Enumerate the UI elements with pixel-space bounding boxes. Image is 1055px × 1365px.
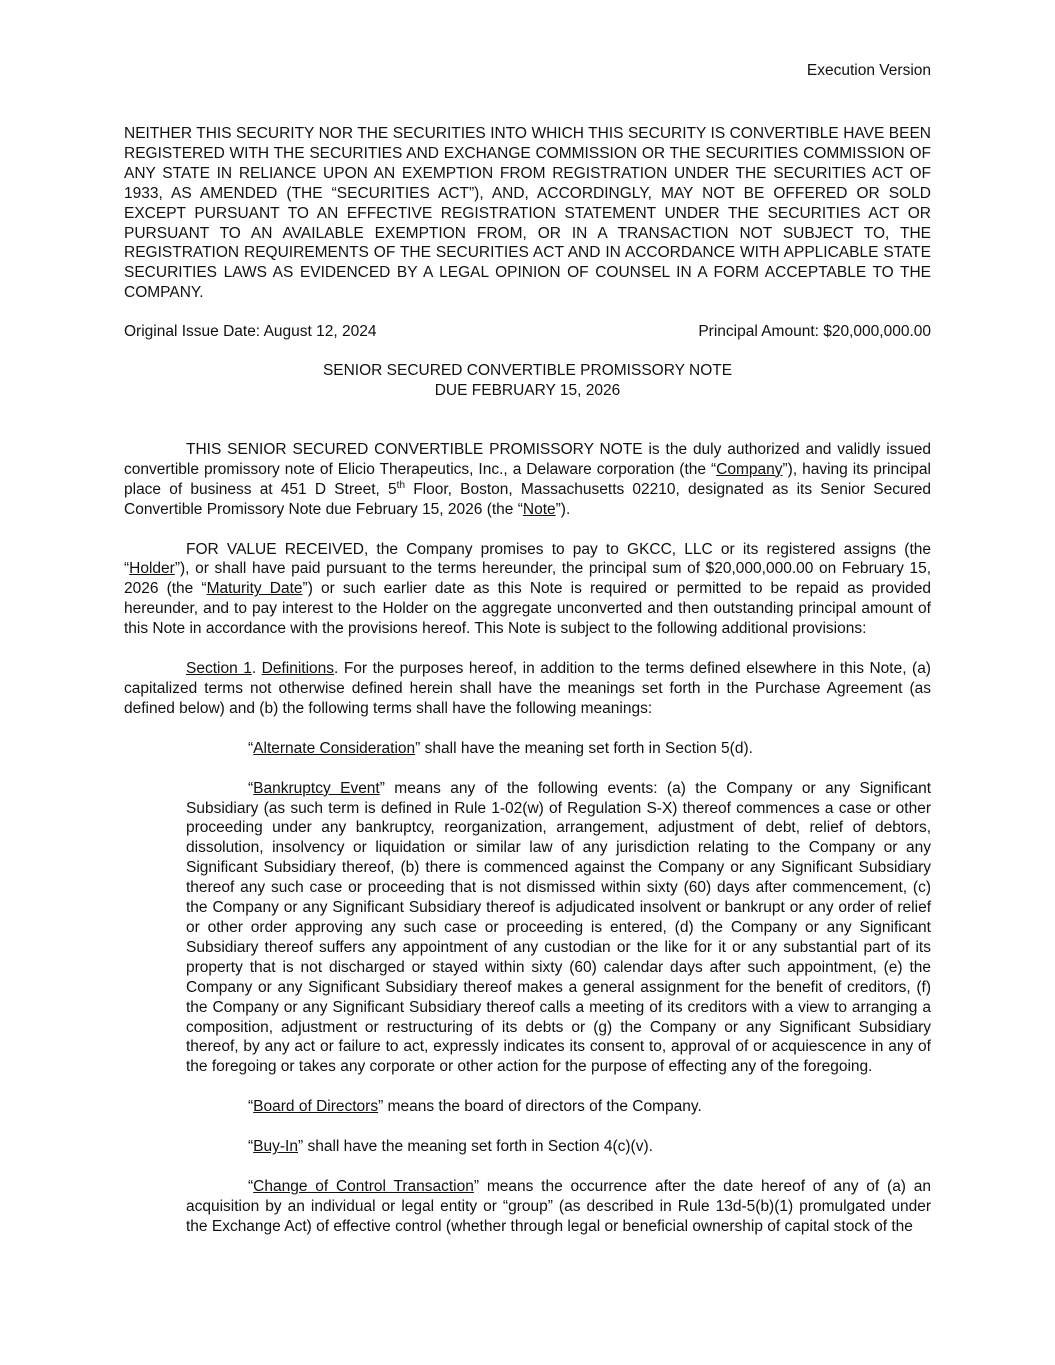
execution-version-label: Execution Version [806, 62, 931, 79]
definition-bankruptcy-event: “Bankruptcy Event” means any of the following events: (a) the Company or any Significant Subsidiary (as such term is defined in Rule 1-02(w) of Regulation S-X) thereof commences a case or other proceeding under any bankruptcy, reorganization, arrangement, adjustment of debt, relief of debtors, dissolution, insolvency or liquidation or similar law of any jurisdiction relating to the Company or any Significant Subsidiary thereof, (b) there is commenced against the Company or any Significant Subsidiary thereof any such case or proceeding that is not dismissed within sixty (60) days after commencement, (c) the Company or any Significant Subsidiary thereof is adjudicated insolvent or bankrupt or any order of relief or other order approving any such case or proceeding is entered, (d) the Company or any Significant Subsidiary thereof suffers any appointment of any custodian or the like for it or any substantial part of its property that is not discharged or stayed within sixty (60) calendar days after such appointment, (e) the Company or any Significant Subsidiary thereof makes a general assignment for the benefit of creditors, (f) the Company or any Significant Subsidiary thereof calls a meeting of its creditors with a view to arranging a composition, adjustment or restructuring of its debts or (g) the Company or any Significant Subsidiary thereof, by any act or failure to act, expressly indicates its consent to, approval of or acquiescence in any of the foregoing or takes any corporate or other action for the purpose of effecting any of the foregoing. [186, 779, 931, 1076]
section-1-heading: Definitions [261, 660, 335, 678]
securities-legend: NEITHER THIS SECURITY NOR THE SECURITIES INTO WHICH THIS SECURITY IS CONVERTIBLE HAVE BEEN REGISTERED WITH THE SECURITIES AND EXCHANGE COMMISSION OR THE SECURITIES COMMISSION OF ANY STATE IN RELIANCE UPON AN EXEMPTION FROM REGISTRATION UNDER THE SECURITIES ACT OF 1933, AS AMENDED (THE “SECURITIES ACT”), AND, ACCORDINGLY, MAY NOT BE OFFERED OR SOLD EXCEPT PURSUANT TO AN EFFECTIVE REGISTRATION STATEMENT UNDER THE SECURITIES ACT OR PURSUANT TO AN AVAILABLE EXEMPTION FROM, OR IN A TRANSACTION NOT SUBJECT TO, THE REGISTRATION REQUIREMENTS OF THE SECURITIES ACT AND IN ACCORDANCE WITH APPLICABLE STATE SECURITIES LAWS AS EVIDENCED BY A LEGAL OPINION OF COUNSEL IN A FORM ACCEPTABLE TO THE COMPANY. [124, 125, 931, 302]
definition-buy-in: “Buy-In” shall have the meaning set forth in Section 4(c)(v). [248, 1138, 653, 1156]
definition-change-of-control: “Change of Control Transaction” means the occurrence after the date hereof of any of (a) an acquisition by an individual or legal entity or “group” (as described in Rule 13d-5(b)(1) promulgated under the Exchange Act) of effective control (whether through legal or beneficial ownership of capital stock of the [186, 1178, 932, 1235]
term-company: Company [716, 460, 783, 478]
definitions-list [186, 739, 931, 1237]
original-issue-date: Original Issue Date: August 12, 2024 [124, 323, 377, 341]
definition-board-of-directors: “Board of Directors” means the board of directors of the Company. [248, 1098, 702, 1116]
intro-paragraph: THIS SENIOR SECURED CONVERTIBLE PROMISSORY NOTE is the duly authorized and validly issued convertible promissory note of Elicio Therapeutics, Inc., a Delaware corporation (the “Company”), having its principal place of business at 451 D Street, 5th Floor, Boston, Massachusetts 02210, designated as its Senior Secured Convertible Promissory Note due February 15, 2026 (the “Note”). [124, 440, 931, 518]
principal-amount: Principal Amount: $20,000,000.00 [698, 323, 931, 341]
document-body [124, 124, 931, 1237]
definition-alternate-consideration: “Alternate Consideration” shall have the meaning set forth in Section 5(d). [248, 739, 753, 757]
title-line-1: SENIOR SECURED CONVERTIBLE PROMISSORY NOTE [322, 362, 733, 380]
term-maturity-date: Maturity Date [206, 580, 303, 598]
term-note: Note [522, 500, 556, 518]
title-line-2: DUE FEBRUARY 15, 2026 [434, 381, 621, 399]
section-1-label: Section 1 [186, 660, 252, 678]
value-received-paragraph: FOR VALUE RECEIVED, the Company promises to pay to GKCC, LLC or its registered assigns (the “Holder”), or shall have paid pursuant to the terms hereunder, the principal sum of $20,000,000.00 on February 15, 2026 (the “Maturity Date”) or such earlier date as this Note is required or permitted to be repaid as provided hereunder, and to pay interest to the Holder on the aggregate unconverted and then outstanding principal amount of this Note in accordance with the provisions hereof. This Note is subject to the following additional provisions: [124, 540, 931, 638]
section-1-paragraph: Section 1. Definitions. For the purposes hereof, in addition to the terms defined elsewhere in this Note, (a) capitalized terms not otherwise defined herein shall have the meanings set forth in the Purchase Agreement (as defined below) and (b) the following terms shall have the following meanings: [124, 660, 931, 717]
issue-details [124, 322, 931, 342]
term-holder: Holder [129, 560, 175, 578]
document-title [124, 361, 931, 401]
